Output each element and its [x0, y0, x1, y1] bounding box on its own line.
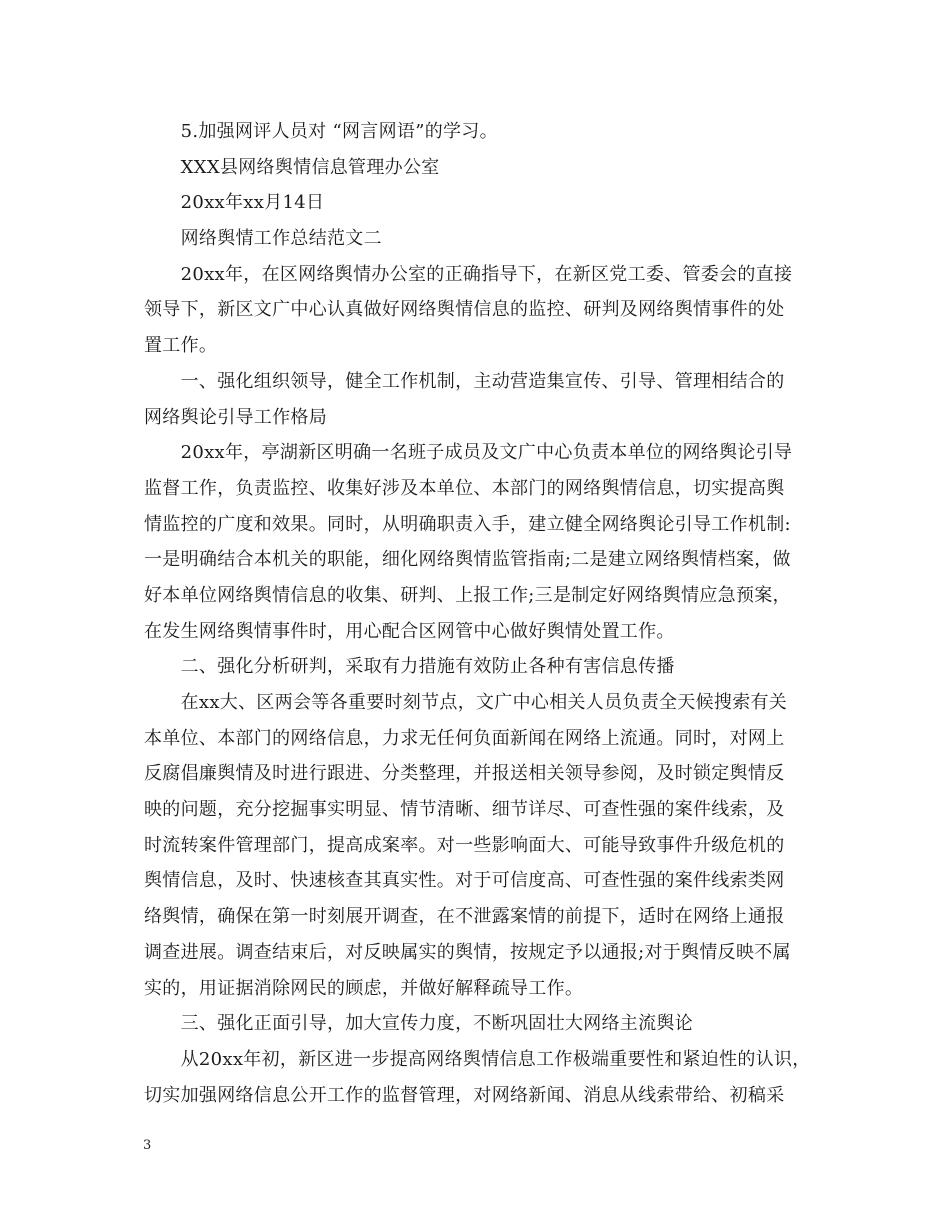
- section-heading: 网络舆论引导工作格局: [144, 406, 327, 428]
- text-line: 舆情信息，及时、快速核查其真实性。对于可信度高、可查性强的案件线索类网: [144, 870, 785, 892]
- section-heading: 三、强化正面引导，加大宣传力度，不断巩固壮大网络主流舆论: [144, 1013, 693, 1035]
- text-line: 在xx大、区两会等各重要时刻节点，文广中心相关人员负责全天候搜索有关: [144, 692, 788, 713]
- text-line: 20xx年，在区网络舆情办公室的正确指导下，在新区党工委、管委会的直接: [144, 263, 793, 285]
- text-line: 从20xx年初，新区进一步提高网络舆情信息工作极端重要性和紧迫性的认识，: [144, 1048, 811, 1070]
- text-line: 实的，用证据消除网民的顾虑，并做好解释疏导工作。: [144, 977, 584, 999]
- text-line: 切实加强网络信息公开工作的监督管理，对网络新闻、消息从线索带给、初稿采: [144, 1084, 785, 1106]
- text-line: 好本单位网络舆情信息的收集、研判、上报工作;三是制定好网络舆情应急预案，: [144, 584, 791, 606]
- text-line: 时流转案件管理部门，提高成案率。对一些影响面大、可能导致事件升级危机的: [144, 834, 785, 856]
- text-line: 在发生网络舆情事件时，用心配合区网管中心做好舆情处置工作。: [144, 620, 675, 642]
- section-heading: 二、强化分析研判，采取有力措施有效防止各种有害信息传播: [144, 656, 675, 678]
- text-line: 领导下，新区文广中心认真做好网络舆情信息的监控、研判及网络舆情事件的处: [144, 299, 785, 321]
- text-line: 映的问题，充分挖掘事实明显、情节清晰、细节详尽、可查性强的案件线索，及: [144, 799, 785, 821]
- text-line: 一是明确结合本机关的职能，细化网络舆情监管指南;二是建立网络舆情档案，做: [144, 549, 791, 571]
- text-line: 5.加强网评人员对 “网言网语”的学习。: [144, 121, 498, 142]
- text-line: 络舆情，确保在第一时刻展开调查，在不泄露案情的前提下，适时在网络上通报: [144, 906, 785, 928]
- text-line: 调查进展。调查结束后，对反映属实的舆情，按规定予以通报;对于舆情反映不属: [144, 941, 791, 963]
- text-line: 情监控的广度和效果。同时，从明确职责入手，建立健全网络舆论引导工作机制:: [144, 513, 791, 535]
- text-line: XXX县网络舆情信息管理办公室: [144, 156, 440, 178]
- section-heading: 一、强化组织领导，健全工作机制，主动营造集宣传、引导、管理相结合的: [144, 370, 785, 392]
- section-heading: 网络舆情工作总结范文二: [144, 228, 382, 250]
- page-number: 3: [143, 1138, 152, 1153]
- text-line: 20xx年，亭湖新区明确一名班子成员及文广中心负责本单位的网络舆论引导: [144, 442, 793, 464]
- text-line: 20xx年xx月14日: [144, 192, 325, 214]
- text-line: 置工作。: [144, 335, 218, 357]
- text-line: 本单位、本部门的网络信息，力求无任何负面新闻在网络上流通。同时，对网上: [144, 727, 785, 749]
- document-body: [144, 114, 810, 1113]
- text-line: 反腐倡廉舆情及时进行跟进、分类整理，并报送相关领导参阅，及时锁定舆情反: [144, 763, 785, 785]
- text-line: 监督工作，负责监控、收集好涉及本单位、本部门的网络舆情信息，切实提高舆: [144, 477, 785, 499]
